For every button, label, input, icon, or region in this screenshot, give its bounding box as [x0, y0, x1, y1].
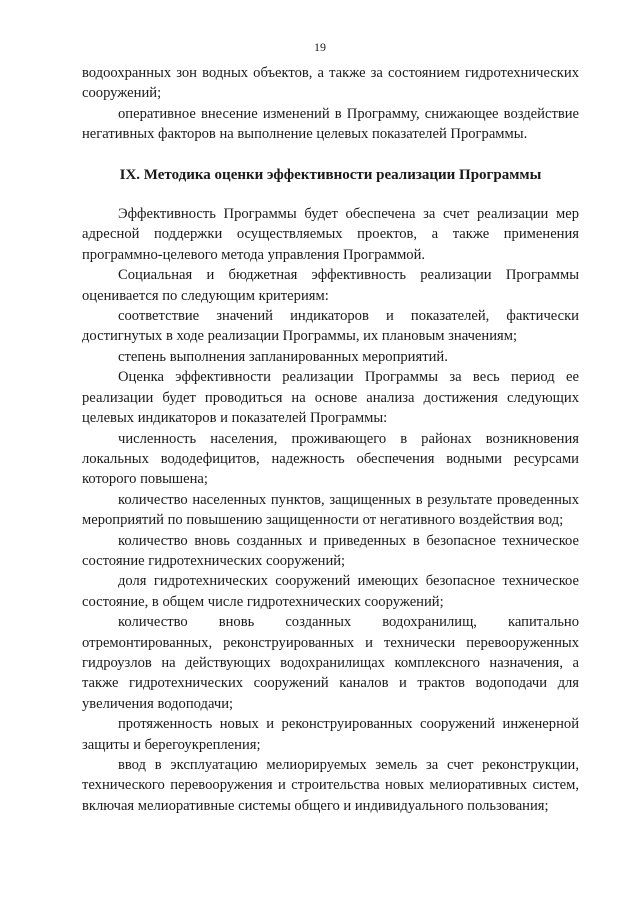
paragraph: степень выполнения запланированных мероприятий. — [118, 348, 448, 365]
paragraph: протяженность новых и реконструированных сооружений инженерной защиты и берегоукрепления; — [82, 716, 579, 753]
paragraph: количество вновь созданных водохранилищ, капитально отремонтированных, реконструированных и технически перевооруженных гидроузлов на действующих водохранилищах комплексного назначения, а также гидротехнических сооружений каналов и трактов водоподачи для увеличения водоподачи; — [82, 614, 579, 712]
section-heading: IX. Методика оценки эффективности реализации Программы — [119, 166, 542, 183]
document-body — [82, 63, 579, 816]
paragraph: водоохранных зон водных объектов, а также за состоянием гидротехнических сооружений; — [82, 65, 579, 102]
page-number: 19 — [314, 40, 326, 54]
paragraph: количество вновь созданных и приведенных в безопасное техническое состояние гидротехнических сооружений; — [82, 532, 579, 569]
paragraph: оперативное внесение изменений в Программу, снижающее воздействие негативных факторов на выполнение целевых показателей Программы. — [82, 105, 579, 143]
paragraph: Оценка эффективности реализации Программы за весь период ее реализации будет проводиться на основе анализа достижения следующих целевых индикаторов и показателей Программы: — [82, 369, 579, 427]
paragraph: соответствие значений индикаторов и показателей, фактически достигнутых в ходе реализации Программы, их плановым значениям; — [82, 308, 579, 345]
paragraph: Социальная и бюджетная эффективность реализации Программы оценивается по следующим критериям: — [82, 267, 579, 304]
paragraph: доля гидротехнических сооружений имеющих безопасное техническое состояние, в общем числе гидротехнических сооружений; — [82, 573, 579, 610]
paragraph: численность населения, проживающего в районах возникновения локальных вододефицитов, надежность обеспечения водными ресурсами которого повышена; — [82, 430, 579, 488]
paragraph: количество населенных пунктов, защищенных в результате проведенных мероприятий по повышению защищенности от негативного воздействия вод; — [82, 491, 579, 529]
paragraph: ввод в эксплуатацию мелиорируемых земель за счет реконструкции, технического перевооружения и строительства новых мелиоративных систем, включая мелиоративные системы общего и индивидуального пользования; — [82, 757, 579, 814]
paragraph: Эффективность Программы будет обеспечена за счет реализации мер адресной поддержки осуществляемых проектов, а также применения программно-целевого метода управления Программой. — [82, 206, 579, 263]
